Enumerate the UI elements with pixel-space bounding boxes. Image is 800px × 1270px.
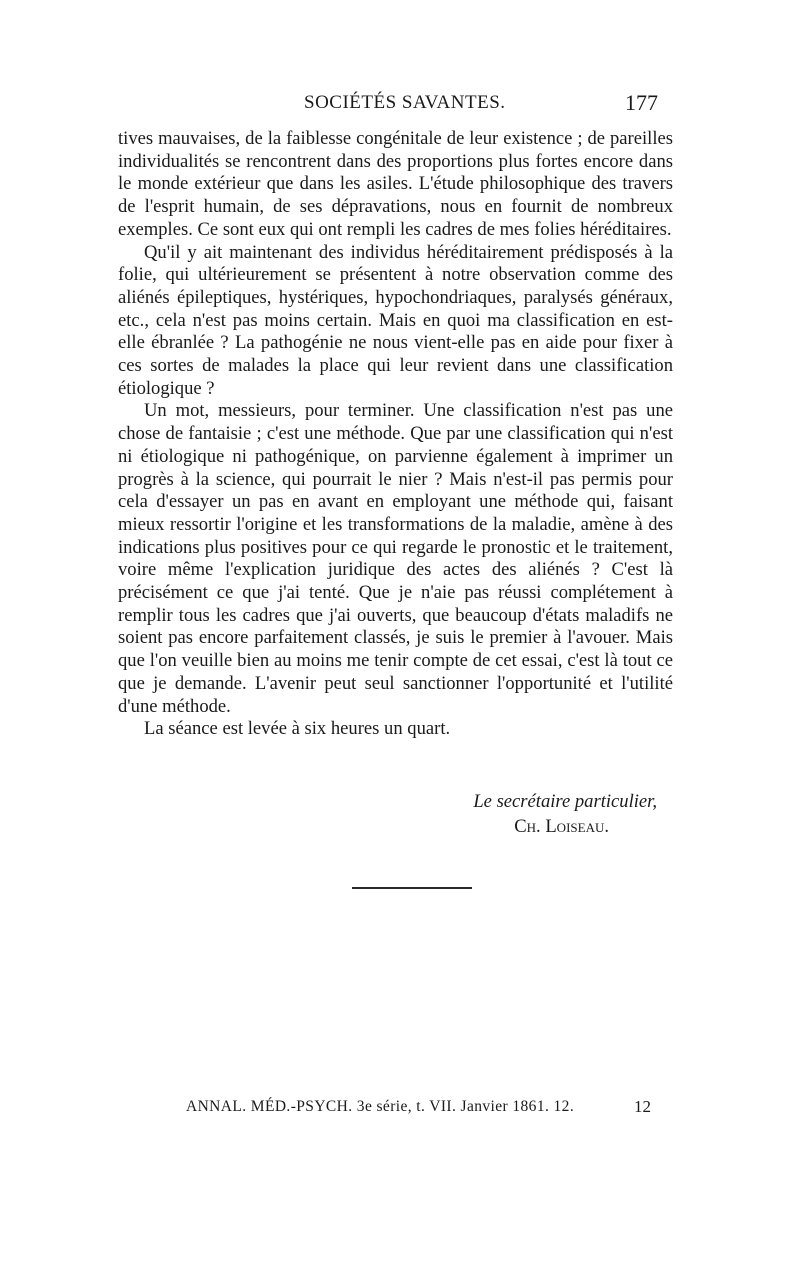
paragraph: La séance est levée à six heures un quart. (144, 718, 451, 740)
paragraph: tives mauvaises, de la faiblesse congénitale de leur existence ; de pareilles individualités se rencontrent dans des proportions plus fortes encore dans le monde extérieur que dans les asiles. L'étude philosophique des travers de l'esprit humain, de ses dépravations, nous en fournit de nombreux exemples. Ce sont eux qui ont rempli les cadres de mes folies héréditaires. (118, 128, 673, 240)
footer-sheet-number: 12 (634, 1097, 651, 1116)
page-footer (186, 1098, 651, 1122)
running-title: SOCIÉTÉS SAVANTES. (304, 92, 506, 113)
body-text (118, 128, 673, 741)
page-header (118, 92, 658, 122)
paragraph: Un mot, messieurs, pour terminer. Une classification n'est pas une chose de fantaisie ; c'est une méthode. Que par une classification qui n'est ni étiologique ni pathogénique, on parvienne également à imprimer un progrès à la science, qui pourrait le nier ? Mais n'est-il pas permis pour cela d'essayer un pas en avant en employant une méthode qui, faisant mieux ressortir l'origine et les transformations de la maladie, amène à des indications plus positives pour ce qui regarde le pronostic et le traitement, voire même l'explication juridique des actes des aliénés ? C'est là précisément ce que j'ai tenté. Que je n'aie pas réussi complétement à remplir tous les cadres que j'ai ouverts, que beaucoup d'états maladifs ne soient pas encore parfaitement classés, je suis le premier à l'avouer. Mais que l'on veuille bien au moins me tenir compte de cet essai, c'est là tout ce que je demande. L'avenir peut seul sanctionner l'opportunité et l'utilité d'une méthode. (118, 400, 673, 717)
signature-name: Ch. Loiseau. (514, 816, 609, 837)
footer-signature-mark: ANNAL. MÉD.-PSYCH. 3e série, t. VII. Janvier 1861. 12. (186, 1098, 575, 1115)
section-divider (352, 887, 472, 889)
paragraph: Qu'il y ait maintenant des individus héréditairement prédisposés à la folie, qui ultérieurement se présentent à notre observation comme des aliénés épileptiques, hystériques, hypochondriaques, paralysés généraux, etc., cela n'est pas moins certain. Mais en quoi ma classification en est-elle ébranlée ? La pathogénie ne nous vient-elle pas en aide pour fixer à ces sortes de malades la place qui leur revient dans une classification étiologique ? (118, 241, 673, 399)
signature-role: Le secrétaire particulier, (473, 791, 657, 812)
page-number: 177 (625, 90, 658, 115)
